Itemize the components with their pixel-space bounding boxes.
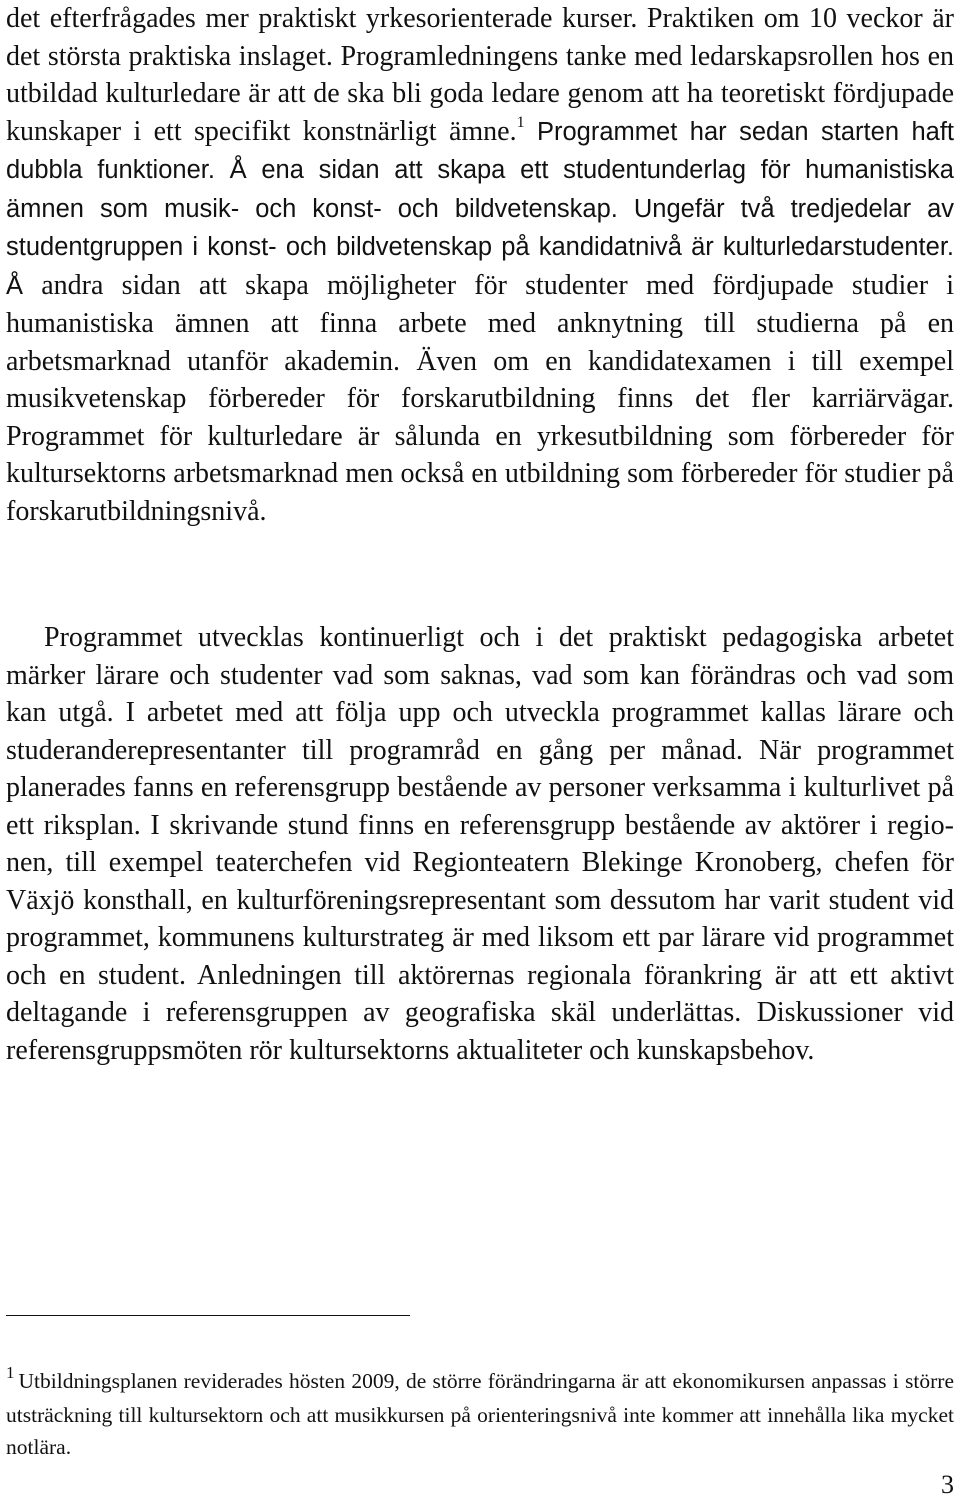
footnote xyxy=(6,1365,954,1463)
paragraph-1-continuation: andra sidan att skapa möjligheter för studenter med fördjupade studier i humanistiska ämnen att finna arbete med anknytning till studierna på en arbetsmarknad utanför akademin. Även om en kandidatexamen i till exempel musikvetenskap förbereder för forskarutbildning finns det fler karriärvägar. Programmet för kulturledare är sålunda en yrkesutbildning som förbereder för kultursektorns arbetsmarknad men också en utbildning som förbereder för studier på forskarutbildningsnivå. xyxy=(6,269,955,527)
paragraph-1-intro: det efterfrågades mer praktiskt yrkesorienterade kurser. Praktiken om 10 veckor är det största praktiska inslaget. Programledningens tanke med ledarskapsrollen hos en utbildad kulturledare är att de ska bli goda ledare genom att ha teoretiskt fördjupade kunskaper i ett specifikt konstnärligt ämne. xyxy=(6,3,954,147)
paragraph-2 xyxy=(6,619,954,1069)
paragraph-1 xyxy=(6,0,954,530)
footnote-number: 1 xyxy=(6,1363,15,1382)
footnote-text: Utbildningsplanen reviderades hösten 2009, de större förändringarna är att ekonomikursen anpassas i större utsträckning till kultursektorn och att musikkursen på orienteringsnivå inte kommer att innehålla lika mycket notlära. xyxy=(6,1369,954,1459)
paragraph-2-text: Programmet utvecklas kontinuerligt och i det praktiskt pedagogiska arbetet märker lärare och studenter vad som saknas, vad som kan förändras och vad som kan utgå. I arbetet med att följa upp och utveckla programmet kallas lärare och studeranderepresentanter till programråd en gång per månad. När programmet planerades fanns en referensgrupp bestående av personer verksamma i kulturlivet på ett riksplan. I skrivande stund finns en referensgrupp bestående av aktörer i regionen, till exempel teaterchefen vid Regionteatern Blekinge Kronoberg, chefen för Växjö konsthall, en kulturföreningsrepresentant som dessutom har varit student vid programmet, kommunens kulturstrateg är med liksom ett par lärare vid programmet och en student. Anledningen till aktörernas regionala förankring är att ett aktivt deltagande i referensgruppen av geografiska skäl underlättas. Diskussioner vid referensgruppsmöten rör kultursektorns aktualiteter och kunskapsbehov. xyxy=(6,622,954,1066)
footnote-reference: 1 xyxy=(516,114,525,132)
paragraph-1-sans-passage: Programmet har sedan starten haft dubbla funktioner. Å ena sidan att skapa ett studentunderlag för humanistiska ämnen som musik- och konst- och bildvetenskap. Ungefär två tredjedelar av studentgruppen i konst- och bildvetenskap på kandidatnivå är kulturledarstudenter. Å xyxy=(6,117,955,300)
footnote-separator xyxy=(6,1315,410,1316)
page-number: 3 xyxy=(941,1470,954,1499)
